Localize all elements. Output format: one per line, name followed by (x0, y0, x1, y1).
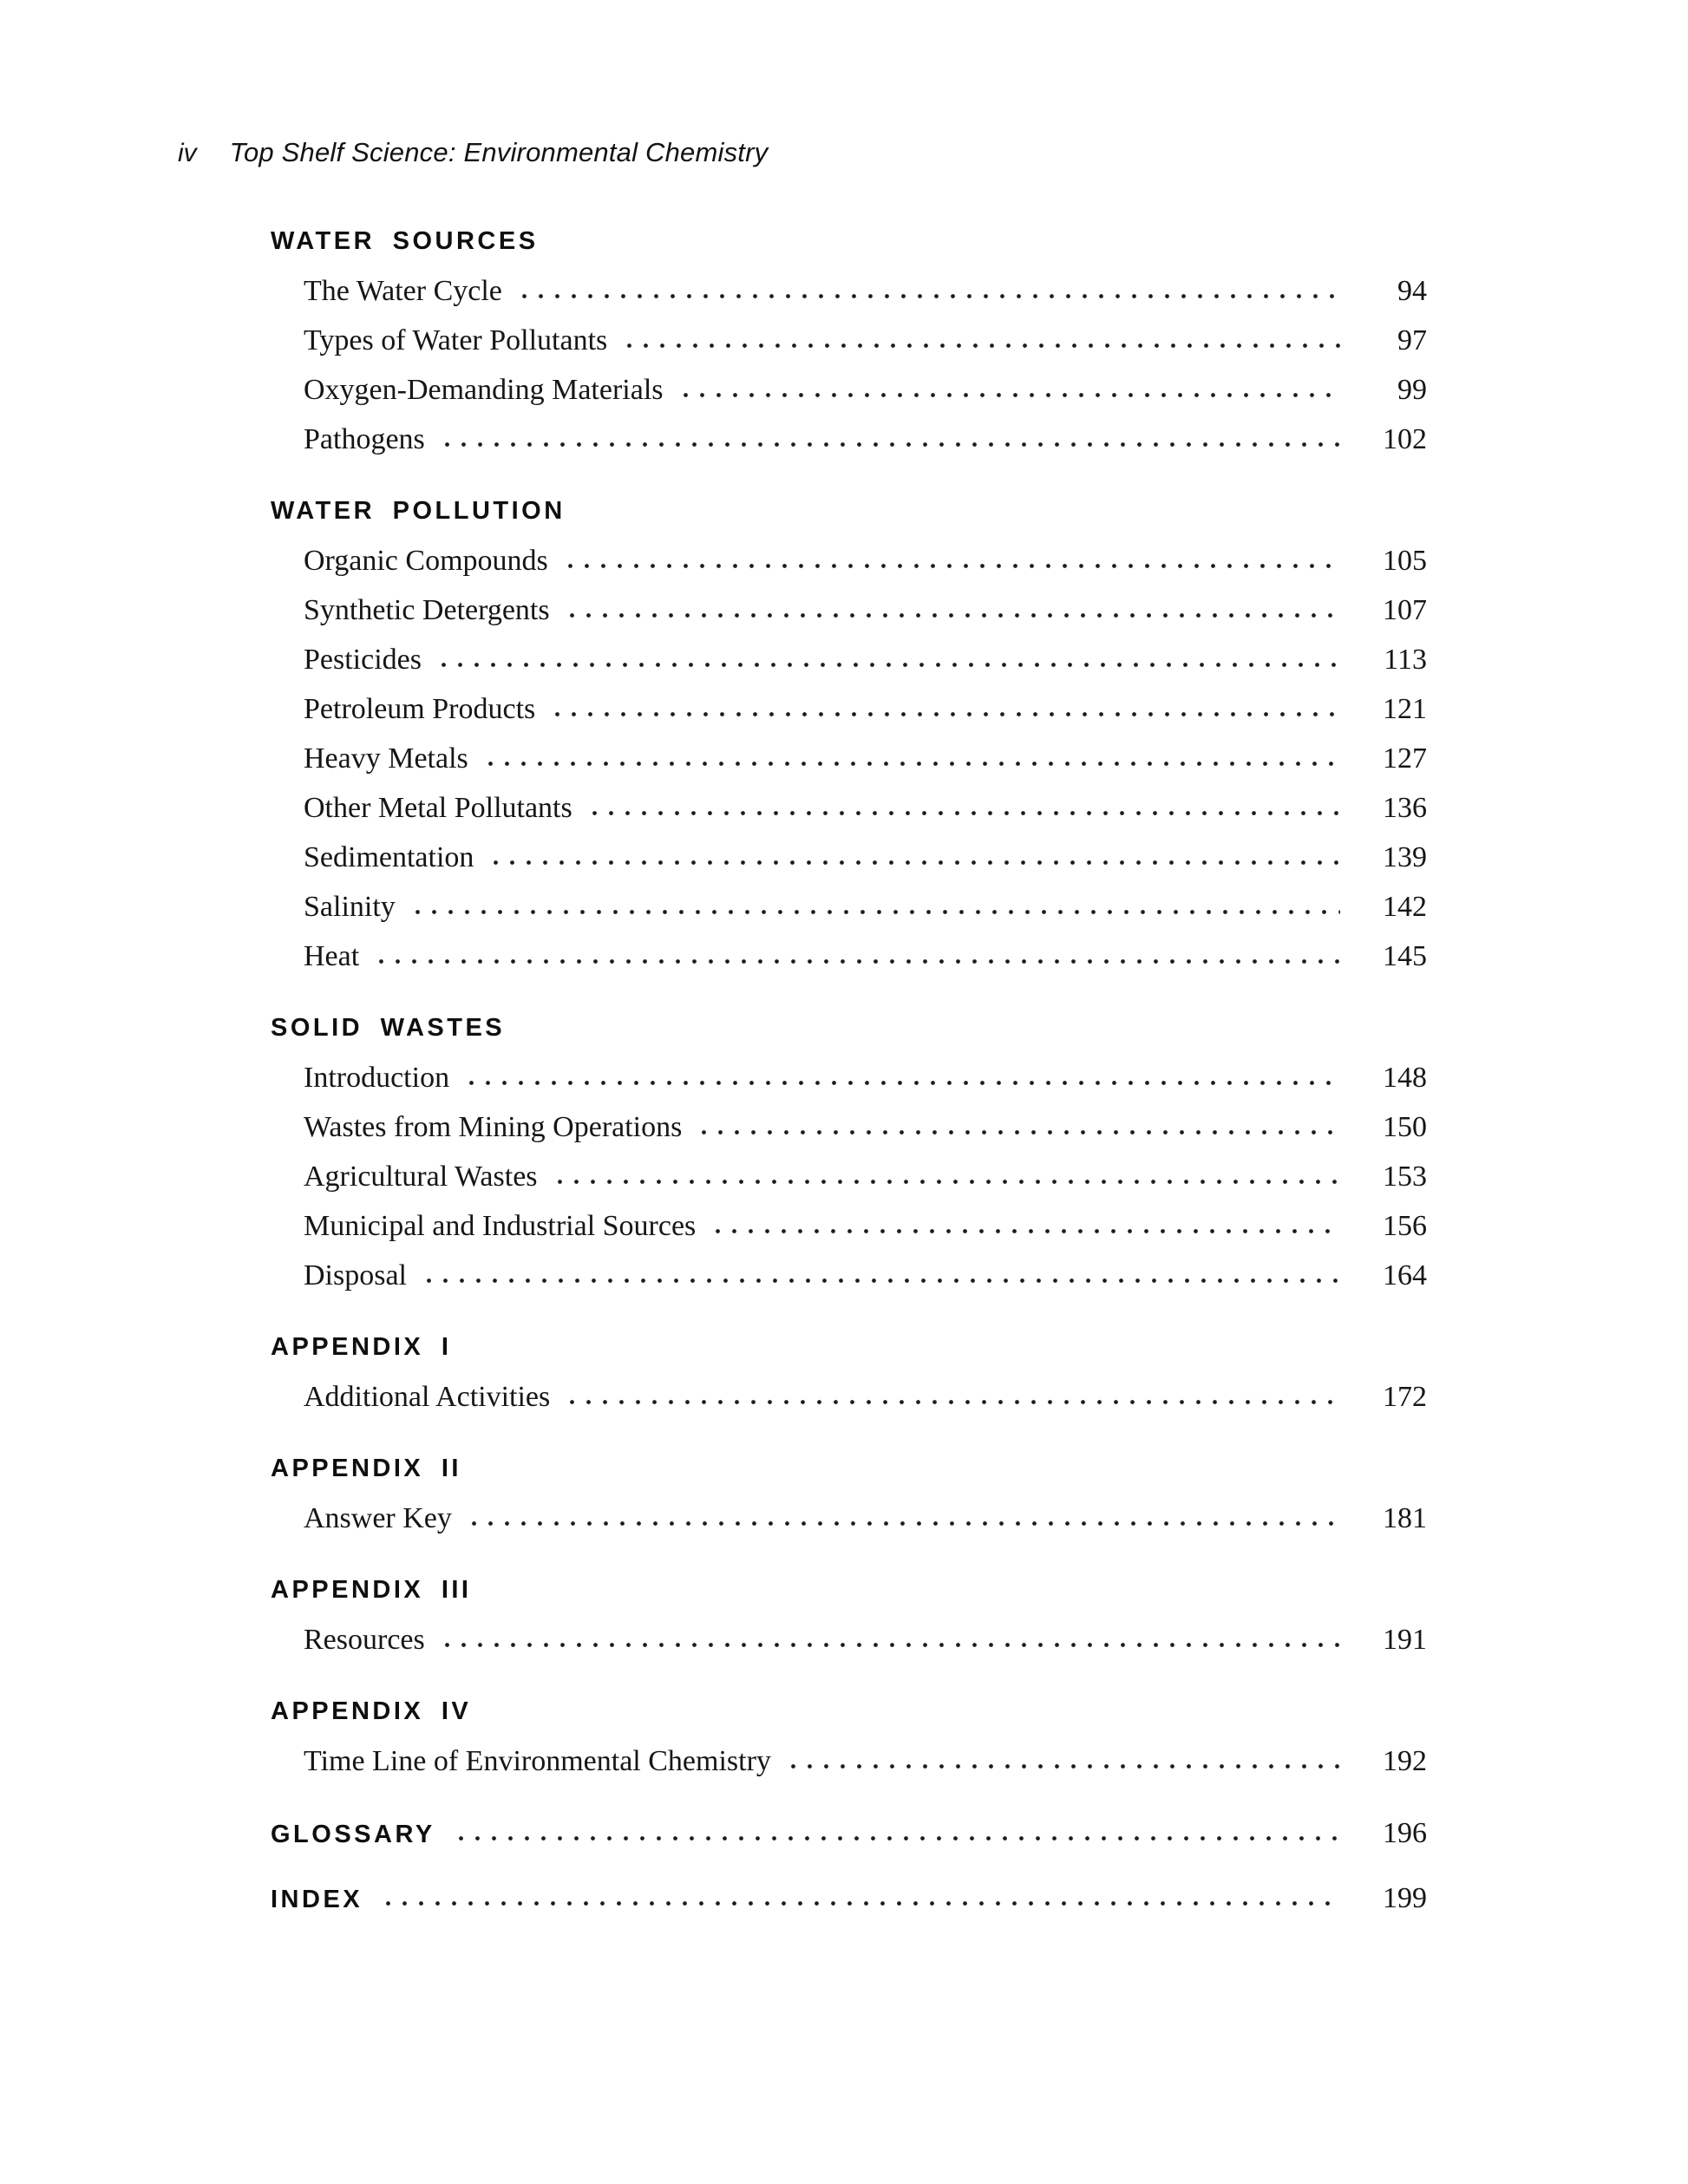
entry-title: Wastes from Mining Operations (304, 1111, 683, 1143)
toc-entry-row (304, 536, 1427, 585)
toc-section (271, 1444, 1427, 1543)
dot-leader (453, 1834, 1340, 1842)
toc-entry-row (304, 316, 1427, 365)
entry-page-number: 127 (1383, 742, 1427, 775)
dot-leader (439, 1641, 1340, 1649)
toc-entry-row (304, 932, 1427, 981)
entry-page-number: 164 (1383, 1259, 1427, 1291)
entry-page-number: 192 (1383, 1745, 1427, 1777)
entry-title: Additional Activities (304, 1381, 551, 1413)
entry-page-number: 199 (1383, 1882, 1427, 1914)
toc-section (271, 1004, 1427, 1300)
section-heading: SOLID WASTES (271, 1014, 506, 1042)
section-entries (271, 536, 1427, 981)
entry-title: Salinity (304, 891, 396, 923)
toc-entry-row (304, 882, 1427, 932)
dot-leader (380, 1900, 1340, 1907)
entry-page-number: 153 (1383, 1161, 1427, 1193)
toc-entry-row (304, 1251, 1427, 1300)
dot-leader (549, 710, 1340, 718)
toc-section (271, 217, 1427, 464)
toc-entry-row (304, 1152, 1427, 1201)
entry-title: Introduction (304, 1062, 450, 1094)
entry-title: Synthetic Detergents (304, 594, 550, 626)
dot-leader (564, 1398, 1340, 1406)
dot-leader (466, 1520, 1340, 1527)
section-entries (271, 1615, 1427, 1664)
toc-entry-row (304, 1201, 1427, 1251)
section-entries (271, 266, 1427, 464)
toc-entry-row (304, 585, 1427, 635)
entry-title: Resources (304, 1624, 425, 1656)
toc-section (271, 1323, 1427, 1422)
toc-entry-row (304, 365, 1427, 415)
dot-leader (785, 1762, 1340, 1770)
entry-page-number: 105 (1383, 545, 1427, 577)
entry-title: Time Line of Environmental Chemistry (304, 1745, 771, 1777)
entry-page-number: 148 (1383, 1062, 1427, 1094)
entry-title: Answer Key (304, 1502, 452, 1534)
section-entries (271, 1053, 1427, 1300)
toc-entry-row (304, 1053, 1427, 1102)
dot-leader (516, 292, 1340, 300)
toc-entry-row (304, 1372, 1427, 1422)
standalone-section-title: GLOSSARY (271, 1821, 435, 1848)
dot-leader (373, 958, 1340, 965)
dot-leader (482, 760, 1340, 768)
running-title: Top Shelf Science: Environmental Chemistry (229, 137, 769, 167)
dot-leader (409, 908, 1340, 916)
entry-title: Oxygen-Demanding Materials (304, 374, 664, 406)
dot-leader (677, 391, 1341, 399)
entry-page-number: 139 (1383, 841, 1427, 873)
dot-leader (487, 859, 1340, 866)
section-entries (271, 1372, 1427, 1422)
dot-leader (463, 1079, 1340, 1087)
toc-entry-row (304, 684, 1427, 734)
entry-page-number: 150 (1383, 1111, 1427, 1143)
entry-page-number: 113 (1384, 644, 1427, 676)
section-heading: APPENDIX II (271, 1455, 461, 1482)
toc-entry-row (271, 1808, 1427, 1860)
toc-entry-row (304, 1736, 1427, 1786)
section-heading: APPENDIX III (271, 1576, 472, 1604)
toc-entry-row (304, 266, 1427, 316)
section-heading: WATER POLLUTION (271, 497, 566, 525)
entry-title: Types of Water Pollutants (304, 324, 608, 356)
table-of-contents (271, 217, 1427, 1925)
toc-entry-row (304, 635, 1427, 684)
section-heading: APPENDIX I (271, 1333, 452, 1361)
dot-leader (421, 1277, 1340, 1285)
section-heading: APPENDIX IV (271, 1697, 472, 1725)
entry-page-number: 172 (1383, 1381, 1427, 1413)
entry-page-number: 99 (1397, 374, 1427, 406)
toc-entry-row (304, 783, 1427, 833)
entry-page-number: 142 (1383, 891, 1427, 923)
toc-entry-row (304, 833, 1427, 882)
dot-leader (439, 441, 1340, 448)
entry-title: Agricultural Wastes (304, 1161, 538, 1193)
entry-page-number: 94 (1397, 275, 1427, 307)
entry-page-number: 107 (1383, 594, 1427, 626)
entry-page-number: 121 (1383, 693, 1427, 725)
entry-title: Municipal and Industrial Sources (304, 1210, 697, 1242)
entry-title: Other Metal Pollutants (304, 792, 572, 824)
dot-leader (435, 661, 1340, 669)
entry-page-number: 145 (1383, 940, 1427, 972)
page-header (178, 137, 768, 168)
standalone-section-title: INDEX (271, 1886, 363, 1913)
entry-page-number: 181 (1383, 1502, 1427, 1534)
dot-leader (696, 1128, 1340, 1136)
entry-page-number: 136 (1383, 792, 1427, 824)
dot-leader (562, 562, 1340, 570)
toc-entry-row (304, 734, 1427, 783)
toc-section (271, 487, 1427, 981)
section-entries (271, 1736, 1427, 1786)
entry-page-number: 156 (1383, 1210, 1427, 1242)
dot-leader (586, 809, 1340, 817)
entry-title: Heavy Metals (304, 742, 468, 775)
entry-page-number: 191 (1383, 1624, 1427, 1656)
toc-entry-row (304, 415, 1427, 464)
entry-title: Pathogens (304, 423, 425, 455)
entry-title: Sedimentation (304, 841, 474, 873)
toc-section (271, 1566, 1427, 1664)
toc-entry-row (304, 1615, 1427, 1664)
dot-leader (621, 342, 1340, 350)
toc-entry-row (304, 1102, 1427, 1152)
entry-page-number: 97 (1397, 324, 1427, 356)
section-heading: WATER SOURCES (271, 227, 539, 255)
entry-page-number: 102 (1383, 423, 1427, 455)
entry-title: Organic Compounds (304, 545, 548, 577)
entry-page-number: 196 (1383, 1817, 1427, 1849)
section-entries (271, 1494, 1427, 1543)
dot-leader (564, 611, 1340, 619)
entry-title: Heat (304, 940, 360, 972)
dot-leader (710, 1227, 1340, 1235)
entry-title: Petroleum Products (304, 693, 536, 725)
dot-leader (552, 1178, 1340, 1186)
toc-entry-row (304, 1494, 1427, 1543)
entry-title: Pesticides (304, 644, 422, 676)
folio-page-number: iv (178, 139, 197, 167)
toc-section (271, 1687, 1427, 1786)
toc-entry-row (271, 1873, 1427, 1925)
entry-title: The Water Cycle (304, 275, 502, 307)
entry-title: Disposal (304, 1259, 407, 1291)
